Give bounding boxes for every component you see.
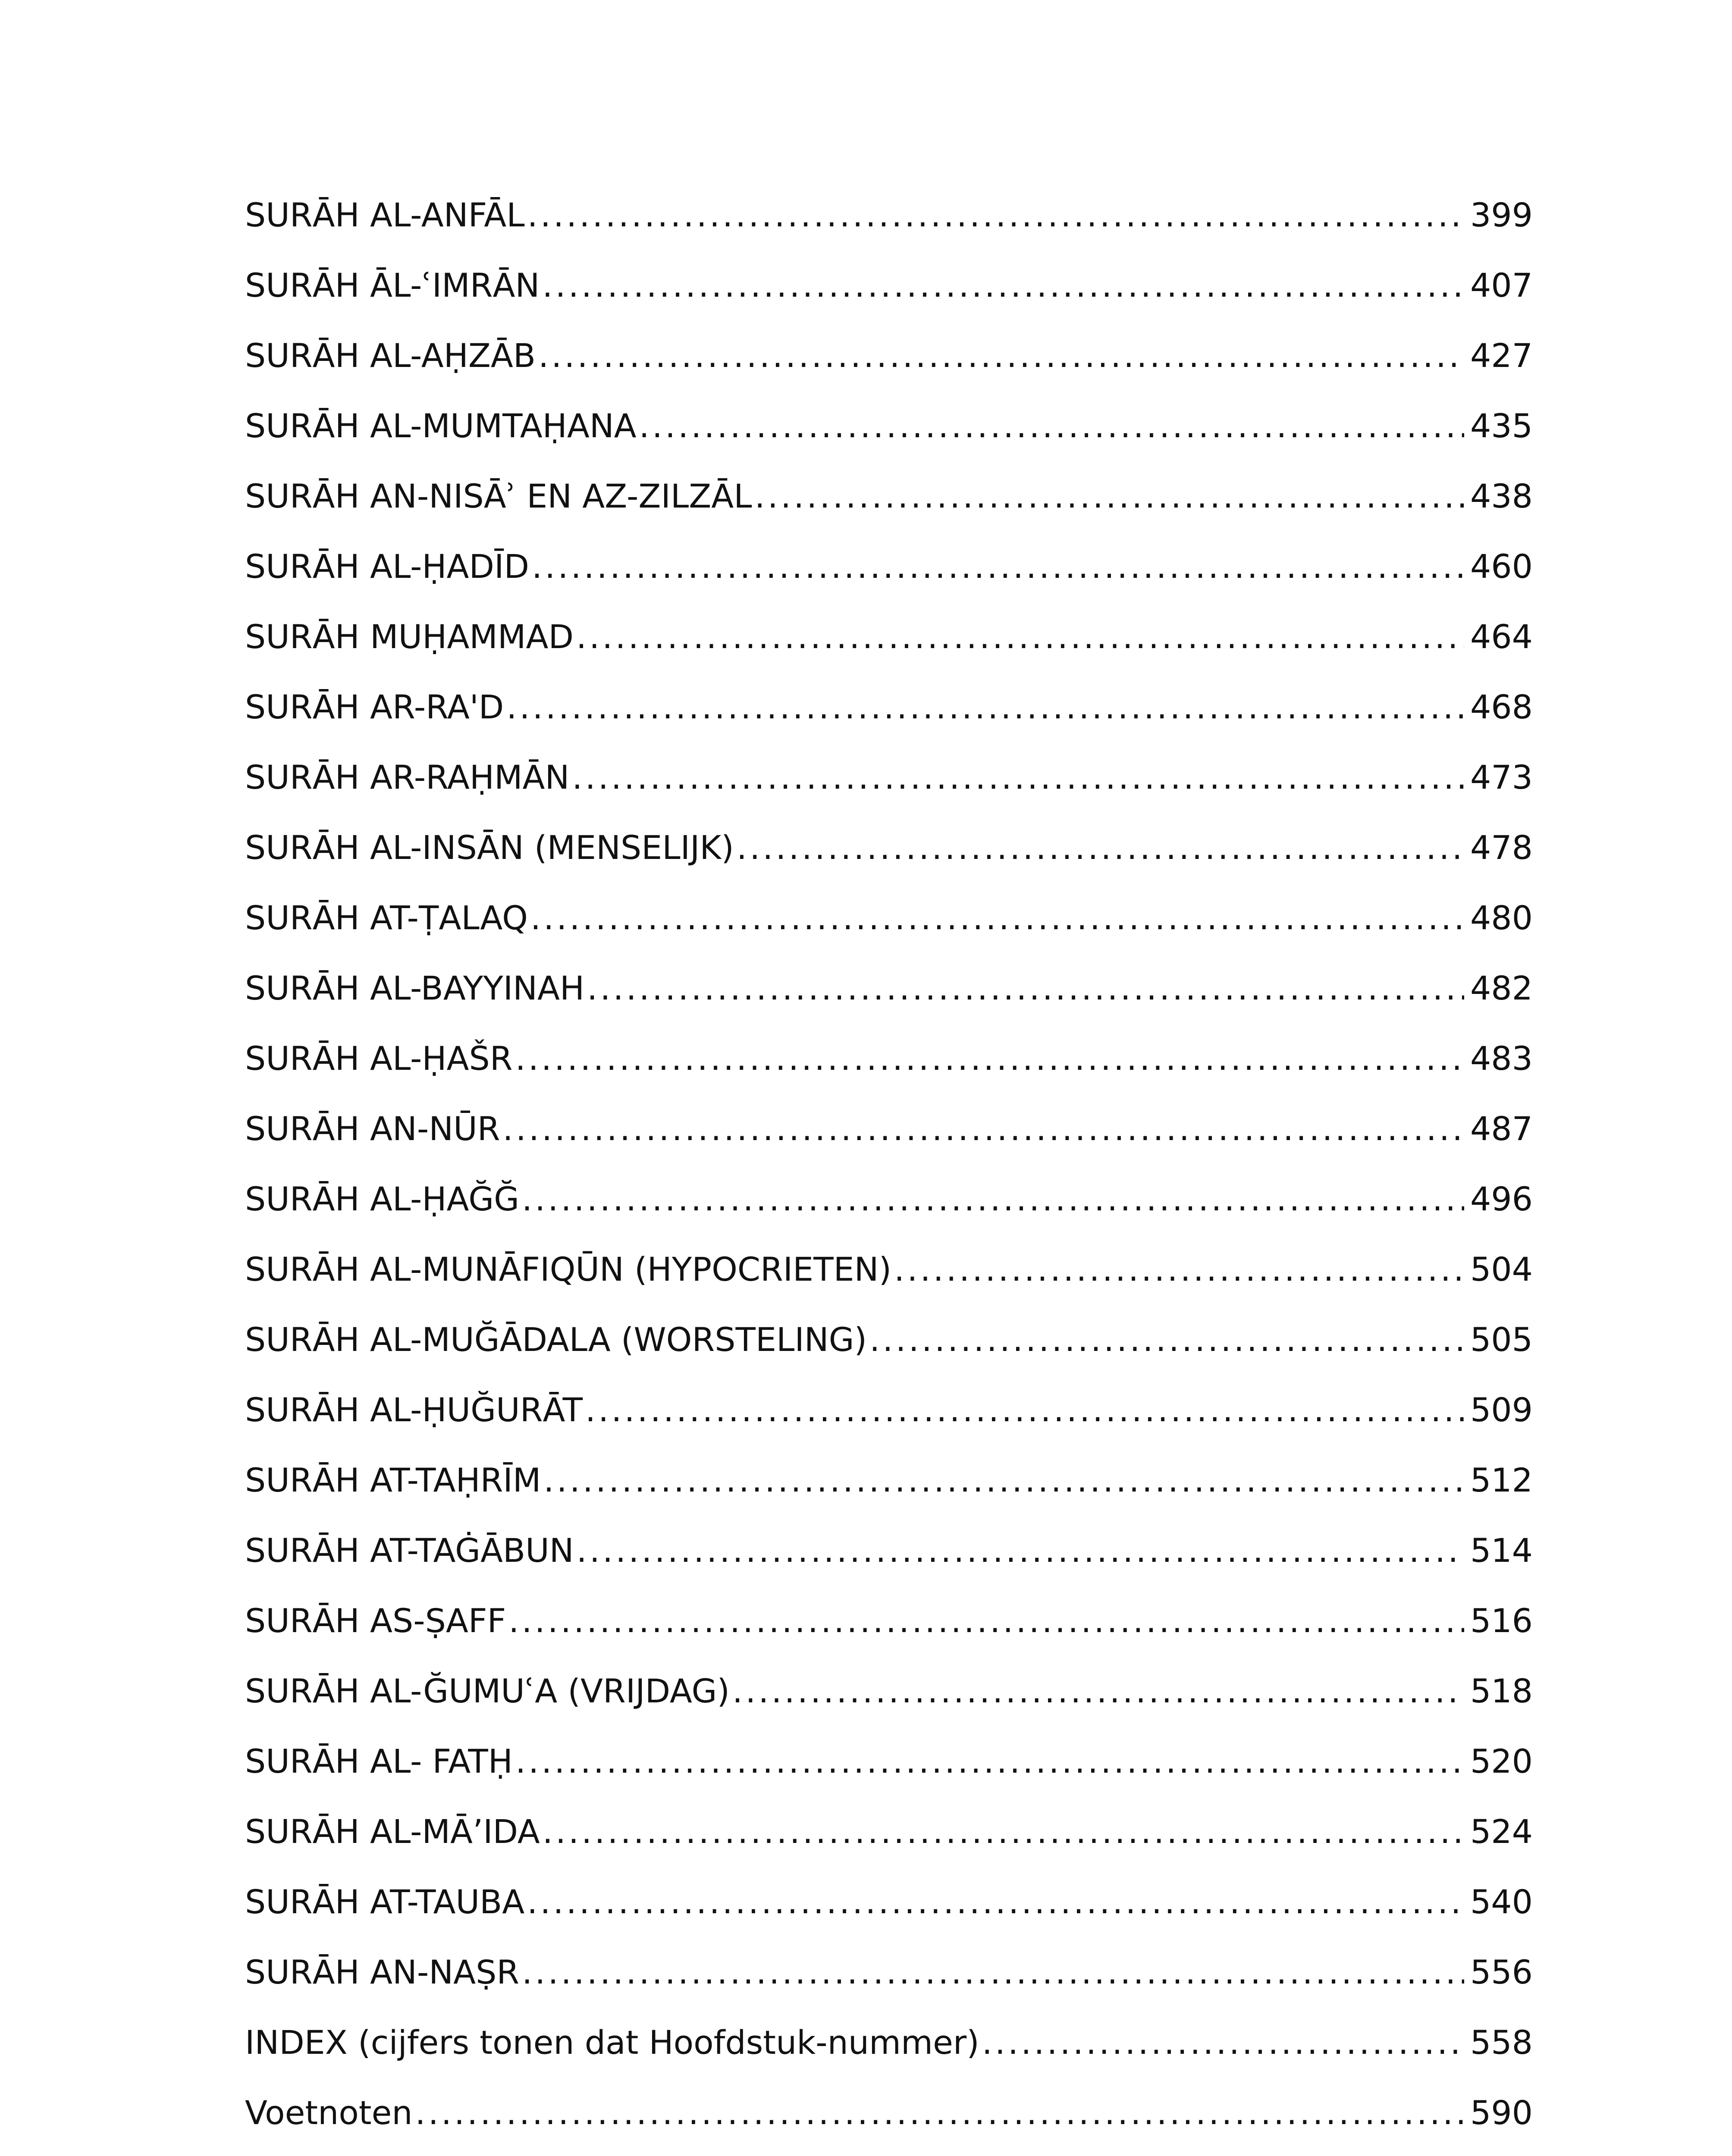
dot-leader [415, 2093, 1464, 2132]
toc-entry-title: SURĀH AL-ḤAŠR [245, 1039, 513, 1078]
toc-entry-title: SURĀH AL-ĞUMUʿA (VRIJDAG) [245, 1672, 730, 1710]
toc-entry-page: 590 [1470, 2093, 1533, 2132]
toc-entry[interactable] [245, 758, 1533, 828]
toc-entry-title: SURĀH AT-TAḤRĪM [245, 1461, 541, 1499]
dot-leader [894, 1250, 1464, 1288]
toc-entry-title: SURĀH AN-NŪR [245, 1109, 500, 1148]
dot-leader [585, 1391, 1464, 1429]
toc-entry-page: 468 [1470, 688, 1533, 726]
toc-entry-title: SURĀH AN-NAṢR [245, 1953, 520, 1991]
toc-entry-page: 509 [1470, 1391, 1533, 1429]
toc-entry-title: SURĀH AL-ḤUĞURĀT [245, 1391, 583, 1429]
toc-entry-page: 427 [1470, 336, 1533, 375]
toc-entry[interactable] [245, 828, 1533, 899]
toc-entry-page: 496 [1470, 1180, 1533, 1218]
dot-leader [542, 266, 1464, 304]
toc-entry-page: 512 [1470, 1461, 1533, 1499]
toc-entry[interactable] [245, 1461, 1533, 1531]
dot-leader [515, 1039, 1464, 1078]
toc-entry-page: 438 [1470, 477, 1533, 515]
toc-entry-page: 516 [1470, 1601, 1533, 1640]
dot-leader [587, 969, 1464, 1007]
dot-leader [527, 196, 1464, 234]
dot-leader [577, 1531, 1464, 1570]
toc-entry-page: 558 [1470, 2023, 1533, 2062]
dot-leader [522, 1180, 1464, 1218]
toc-entry-page: 556 [1470, 1953, 1533, 1991]
dot-leader [527, 1883, 1464, 1921]
toc-entry-page: 524 [1470, 1812, 1533, 1851]
toc-entry[interactable] [245, 1039, 1533, 1109]
toc-entry[interactable] [245, 407, 1533, 477]
toc-entry-page: 473 [1470, 758, 1533, 796]
toc-entry-page: 504 [1470, 1250, 1533, 1288]
toc-entry[interactable] [245, 1320, 1533, 1391]
toc-entry-title: INDEX (cijfers tonen dat Hoofdstuk-nummer) [245, 2023, 979, 2062]
table-of-contents [245, 196, 1533, 2156]
dot-leader [982, 2023, 1464, 2062]
toc-entry-title: SURĀH AL-INSĀN (MENSELIJK) [245, 828, 734, 867]
toc-entry[interactable] [245, 2093, 1533, 2156]
toc-entry-page: 520 [1470, 1742, 1533, 1780]
toc-entry-title: Voetnoten [245, 2093, 413, 2132]
toc-entry[interactable] [245, 1953, 1533, 2023]
toc-entry-page: 540 [1470, 1883, 1533, 1921]
dot-leader [506, 688, 1464, 726]
toc-entry-title: SURĀH ĀL-ʿIMRĀN [245, 266, 540, 304]
toc-entry[interactable] [245, 617, 1533, 688]
dot-leader [576, 617, 1464, 656]
toc-entry[interactable] [245, 969, 1533, 1039]
dot-leader [543, 1461, 1464, 1499]
toc-entry-title: SURĀH MUḤAMMAD [245, 617, 574, 656]
dot-leader [530, 899, 1464, 937]
toc-entry-page: 482 [1470, 969, 1533, 1007]
toc-entry-title: SURĀH AT-TAUBA [245, 1883, 525, 1921]
toc-entry-page: 483 [1470, 1039, 1533, 1078]
toc-entry-title: SURĀH AL- FATḤ [245, 1742, 513, 1780]
toc-entry-title: SURĀH AL-ḤAĞĞ [245, 1180, 519, 1218]
toc-entry-page: 460 [1470, 547, 1533, 586]
toc-entry-title: SURĀH AL-MUĞĀDALA (WORSTELING) [245, 1320, 867, 1359]
dot-leader [639, 407, 1464, 445]
dot-leader [532, 547, 1464, 586]
toc-entry[interactable] [245, 1180, 1533, 1250]
toc-entry-page: 399 [1470, 196, 1533, 234]
toc-entry[interactable] [245, 1250, 1533, 1320]
toc-entry-title: SURĀH AL-ḤADĪD [245, 547, 529, 586]
toc-entry[interactable] [245, 196, 1533, 266]
toc-entry-page: 518 [1470, 1672, 1533, 1710]
dot-leader [869, 1320, 1464, 1359]
dot-leader [503, 1109, 1464, 1148]
dot-leader [522, 1953, 1464, 1991]
toc-entry-page: 514 [1470, 1531, 1533, 1570]
toc-entry[interactable] [245, 336, 1533, 407]
dot-leader [538, 336, 1464, 375]
toc-entry[interactable] [245, 2023, 1533, 2093]
toc-entry-page: 407 [1470, 266, 1533, 304]
toc-entry[interactable] [245, 1672, 1533, 1742]
toc-entry[interactable] [245, 1883, 1533, 1953]
toc-entry[interactable] [245, 1812, 1533, 1883]
toc-entry-title: SURĀH AT-ṬALAQ [245, 899, 528, 937]
toc-entry-page: 505 [1470, 1320, 1533, 1359]
toc-entry-title: SURĀH AN-NISĀʾ EN AZ-ZILZĀL [245, 477, 752, 515]
toc-entry-title: SURĀH AL-BAYYINAH [245, 969, 585, 1007]
toc-entry[interactable] [245, 477, 1533, 547]
toc-entry[interactable] [245, 1531, 1533, 1601]
toc-entry[interactable] [245, 1742, 1533, 1812]
dot-leader [543, 1812, 1464, 1851]
toc-entry[interactable] [245, 547, 1533, 617]
dot-leader [508, 1601, 1464, 1640]
toc-entry-title: SURĀH AL-MĀʼIDA [245, 1812, 540, 1851]
toc-entry-title: SURĀH AL-AḤZĀB [245, 336, 536, 375]
toc-entry[interactable] [245, 1109, 1533, 1180]
dot-leader [755, 477, 1464, 515]
toc-entry-page: 464 [1470, 617, 1533, 656]
toc-entry-title: SURĀH AR-RAḤMĀN [245, 758, 570, 796]
toc-entry-title: SURĀH AL-MUNĀFIQŪN (HYPOCRIETEN) [245, 1250, 892, 1288]
toc-entry[interactable] [245, 1391, 1533, 1461]
toc-entry[interactable] [245, 899, 1533, 969]
toc-entry-page: 480 [1470, 899, 1533, 937]
dot-leader [732, 1672, 1464, 1710]
dot-leader [572, 758, 1464, 796]
toc-entry-title: SURĀH AS-ṢAFF [245, 1601, 506, 1640]
toc-entry[interactable] [245, 688, 1533, 758]
toc-entry-page: 487 [1470, 1109, 1533, 1148]
toc-entry-title: SURĀH AL-MUMTAḤANA [245, 407, 637, 445]
toc-entry[interactable] [245, 1601, 1533, 1672]
toc-entry-title: SURĀH AR-RA'D [245, 688, 504, 726]
dot-leader [515, 1742, 1464, 1780]
toc-entry-title: SURĀH AL-ANFĀL [245, 196, 525, 234]
toc-entry-title: SURĀH AT-TAĠĀBUN [245, 1531, 574, 1570]
toc-entry-page: 435 [1470, 407, 1533, 445]
dot-leader [737, 828, 1464, 867]
toc-entry[interactable] [245, 266, 1533, 336]
toc-entry-page: 478 [1470, 828, 1533, 867]
